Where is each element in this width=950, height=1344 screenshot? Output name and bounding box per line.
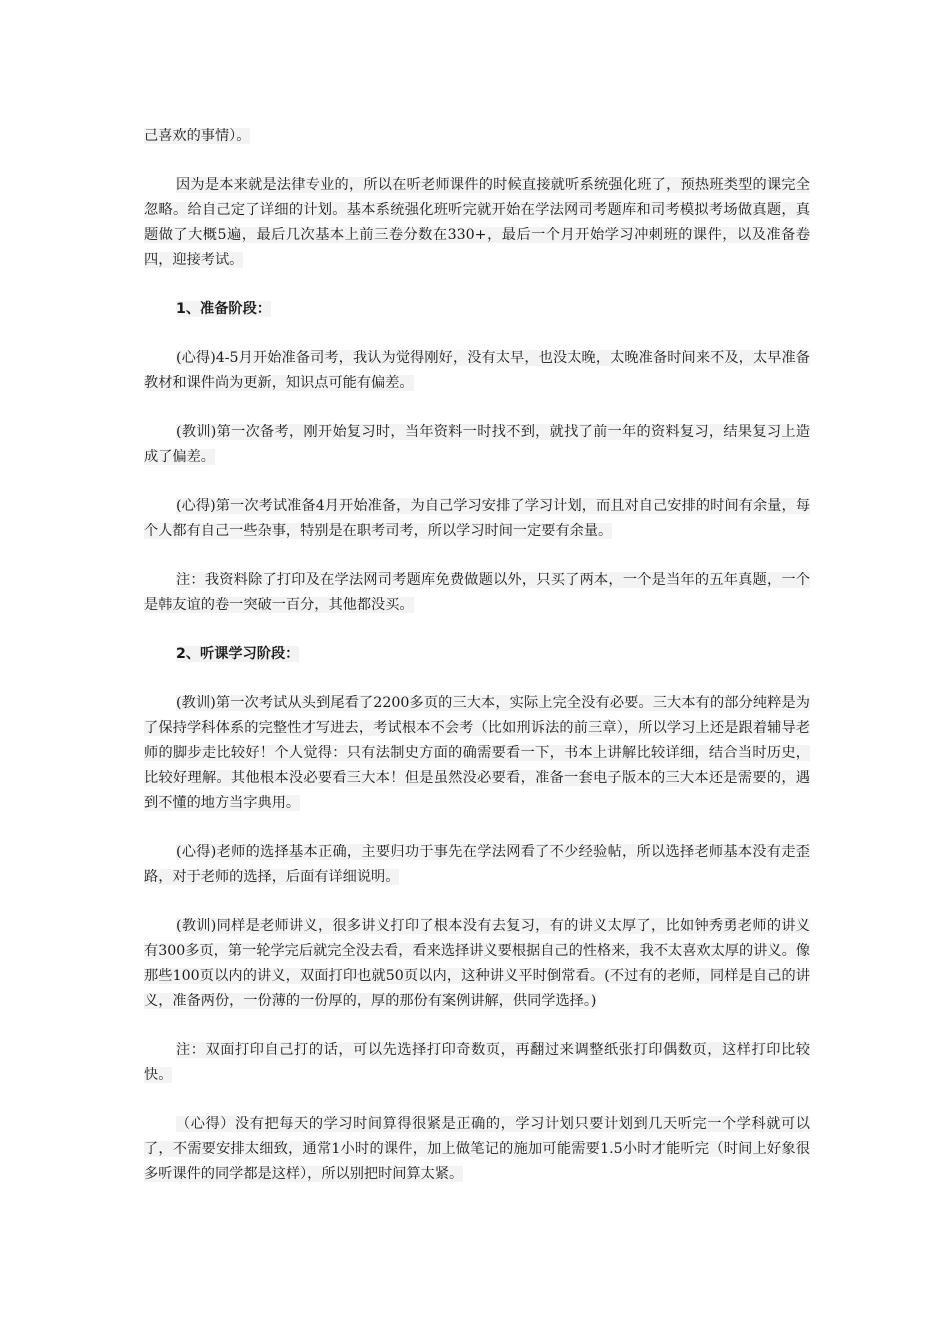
paragraph-8 <box>144 691 810 816</box>
paragraph-12-text: （心得）没有把每天的学习时间算得很紧是正确的，学习计划只要计划到几天听完一个学科就可以了，不需要安排太细致，通常1小时的课件，加上做笔记的施加可能需要1.5小时才能听完（时间上好象很多听课件的同学都是这样），所以别把时间算太紧。 <box>144 1116 810 1182</box>
paragraph-0-text: 己喜欢的事情）。 <box>144 128 251 144</box>
paragraph-11 <box>144 1038 810 1088</box>
paragraph-5 <box>144 494 810 544</box>
paragraph-5-text: (心得)第一次考试准备4月开始准备，为自己学习安排了学习计划，而且对自己安排的时间有余量，每个人都有自己一些杂事，特别是在职考司考，所以学习时间一定要有余量。 <box>144 498 810 539</box>
section-heading-2 <box>144 642 810 667</box>
document-page <box>144 124 810 1211</box>
paragraph-11-text: 注：双面打印自己打的话，可以先选择打印奇数页，再翻过来调整纸张打印偶数页，这样打印比较快。 <box>144 1042 810 1083</box>
paragraph-12 <box>144 1112 810 1187</box>
paragraph-3-text: (心得)4-5月开始准备司考，我认为觉得刚好，没有太早，也没太晚，太晚准备时间来不及，太早准备教材和课件尚为更新，知识点可能有偏差。 <box>144 350 810 391</box>
section-heading-2-text: 2、听课学习阶段： <box>176 646 300 662</box>
section-heading-1-text: 1、准备阶段： <box>176 301 271 317</box>
paragraph-1-text: 因为是本来就是法律专业的，所以在听老师课件的时候直接就听系统强化班了，预热班类型的课完全忽略。给自己定了详细的计划。基本系统强化班听完就开始在学法网司考题库和司考模拟考场做真题，真题做了大概5遍，最后几次基本上前三卷分数在330+，最后一个月开始学习冲刺班的课件，以及准备卷四，迎接考试。 <box>144 177 810 268</box>
paragraph-9 <box>144 840 810 890</box>
paragraph-6 <box>144 568 810 618</box>
paragraph-4 <box>144 420 810 470</box>
paragraph-1 <box>144 173 810 273</box>
paragraph-10-text: (教训)同样是老师讲义，很多讲义打印了根本没有去复习，有的讲义太厚了，比如钟秀勇老师的讲义有300多页，第一轮学完后就完全没去看，看来选择讲义要根据自己的性格来，我不太喜欢太厚的讲义。像那些100页以内的讲义，双面打印也就50页以内，这种讲义平时倒常看。(不过有的老师，同样是自己的讲义，准备两份，一份薄的一份厚的，厚的那份有案例讲解，供同学选择。) <box>144 918 810 1009</box>
paragraph-0 <box>144 124 810 149</box>
paragraph-6-text: 注：我资料除了打印及在学法网司考题库免费做题以外，只买了两本，一个是当年的五年真题，一个是韩友谊的卷一突破一百分，其他都没买。 <box>144 572 810 613</box>
paragraph-3 <box>144 346 810 396</box>
paragraph-8-text: (教训)第一次考试从头到尾看了2200多页的三大本，实际上完全没有必要。三大本有的部分纯粹是为了保持学科体系的完整性才写进去，考试根本不会考（比如刑诉法的前三章），所以学习上还是跟着辅导老师的脚步走比较好！个人觉得：只有法制史方面的确需要看一下，书本上讲解比较详细，结合当时历史，比较好理解。其他根本没必要看三大本！但是虽然没必要看，准备一套电子版本的三大本还是需要的，遇到不懂的地方当字典用。 <box>144 695 810 811</box>
paragraph-4-text: (教训)第一次备考，刚开始复习时，当年资料一时找不到，就找了前一年的资料复习，结果复习上造成了偏差。 <box>144 424 810 465</box>
section-heading-1 <box>144 297 810 322</box>
paragraph-9-text: (心得)老师的选择基本正确，主要归功于事先在学法网看了不少经验帖，所以选择老师基本没有走歪路，对于老师的选择，后面有详细说明。 <box>144 844 810 885</box>
paragraph-10 <box>144 914 810 1014</box>
